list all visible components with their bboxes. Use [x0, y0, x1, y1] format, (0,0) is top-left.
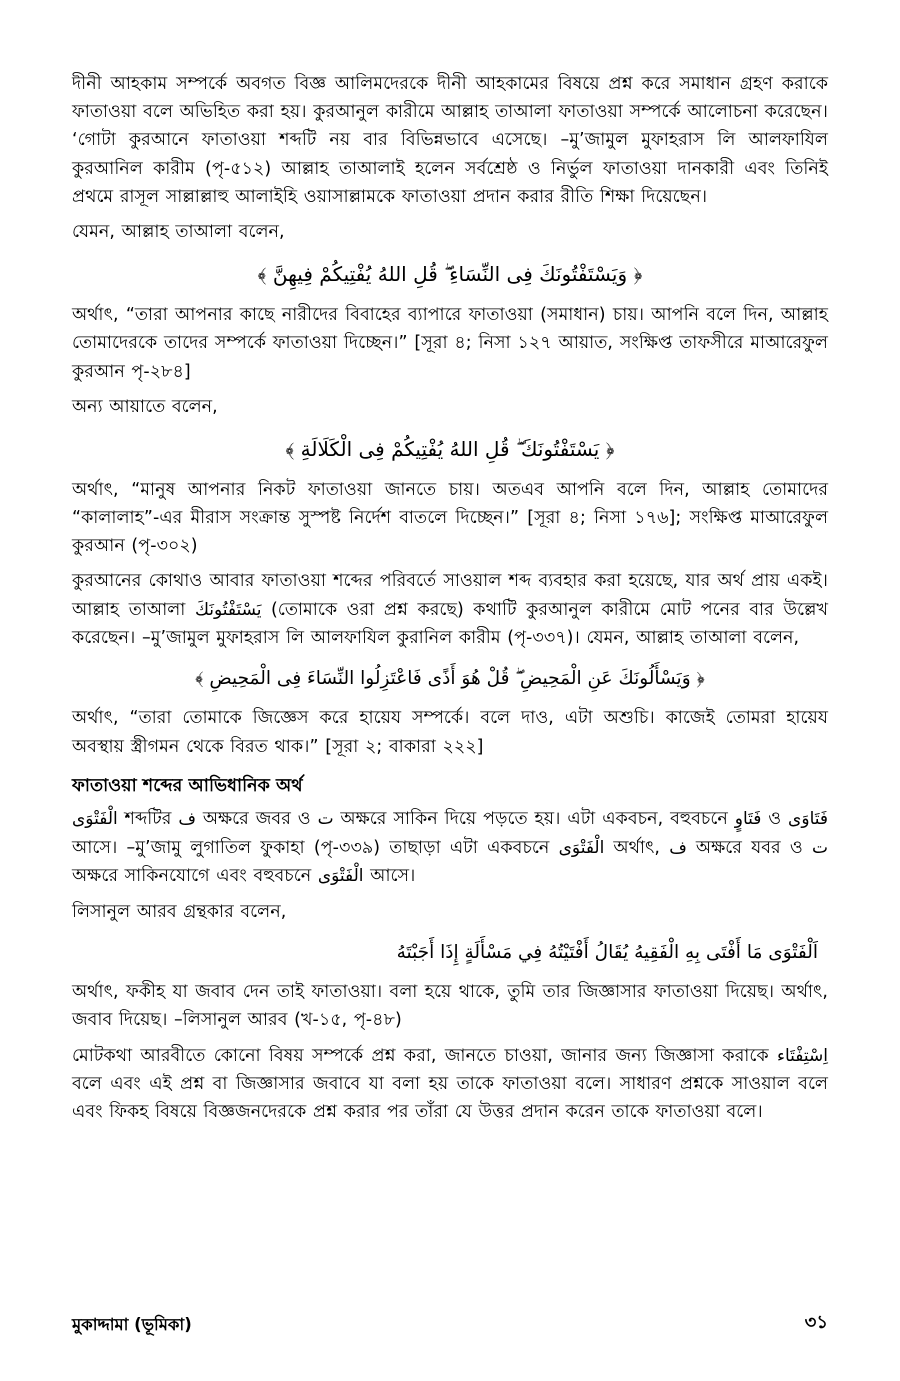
lexical-text-2: অক্ষরে জবর ও: [196, 809, 318, 830]
lexical-text-8: অক্ষরে সাকিনযোগে এবং বহুবচনে: [72, 866, 318, 887]
lexical-text-9: আসে।: [363, 866, 416, 887]
lexical-text-4: ও: [761, 809, 789, 830]
paragraph-translation-3: অর্থাৎ, “তারা তোমাকে জিজ্ঞেস করে হায়েয সম্পর্কে। বলে দাও, এটা অশুচি। কাজেই তোমরা হায়েয অবস্থায় স্ত্রীগমন থেকে বিরত থাক।” [সূরা ২; বাকারা ২২২]: [72, 708, 828, 757]
paragraph-summary: [72, 1042, 828, 1127]
quran-verse-nisa-176: ﴿ يَسْتَفْتُونَكَ ۖ قُلِ اللهُ يُفْتِيكُمْ فِى الْكَلَالَةِ ﴾: [285, 436, 615, 461]
page-content: [72, 70, 828, 1126]
arabic-quote-lisanul-arab: اَلْفَتْوَى مَا أَفْتَى بِهِ الْفَقِيهُ يُقَالُ أَفْتَيْتُهُ فِي مَسْأَلَةٍ إِذَا أَجَبْتَهُ: [396, 942, 818, 964]
inline-arabic-alfatwa-2: الْفَتْوَى: [558, 837, 605, 858]
summary-text-2: বলে এবং এই প্রশ্ন বা জিজ্ঞাসার জবাবে যা বলা হয় তাকে ফাতাওয়া বলে। সাধারণ প্রশ্নকে সাওয়াল বলে এবং ফিকহ বিষয়ে বিজ্ঞজনদেরকে প্রশ্ন করার পর তাঁরা যে উত্তর প্রদান করেন তাকে ফাতাওয়া বলে।: [72, 1074, 828, 1123]
lexical-text-6: অর্থাৎ,: [604, 837, 670, 858]
paragraph-intro: দীনী আহকাম সম্পর্কে অবগত বিজ্ঞ আলিমদেরকে দীনী আহকামের বিষয়ে প্রশ্ন করে সমাধান গ্রহণ করাকে ফাতাওয়া বলে অভিহিত করা হয়। কুরআনুল কারীমে আল্লাহ তাআলা ফাতাওয়া সম্পর্কে আলোচনা করেছেন। ‘গোটা কুরআনে ফাতাওয়া শব্দটি নয় বার বিভিন্নভাবে এসেছে। –মু’জামুল মুফাহরাস লি আলফাযিল কুরআনিল কারীম (পৃ-৫১২) আল্লাহ তাআলাই হলেন সর্বশ্রেষ্ঠ ও নির্ভুল ফাতাওয়া দানকারী এবং তিনিই প্রথমে রাসূল সাল্লাল্লাহু আলাইহি ওয়াসাল্লামকে ফাতাওয়া প্রদান করার রীতি শিক্ষা দিয়েছেন।: [72, 74, 828, 207]
inline-arabic-alfatwa-1: الْفَتْوَى: [72, 809, 118, 830]
inline-arabic-yastaftunaka: يَسْتَفْتُونَكَ: [194, 599, 262, 620]
page-footer: [72, 1308, 828, 1339]
inline-arabic-istifta: اِسْتِفْتَاء: [777, 1045, 828, 1066]
paragraph-translation-4: অর্থাৎ, ফকীহ যা জবাব দেন তাই ফাতাওয়া। বলা হয়ে থাকে, তুমি তার জিজ্ঞাসার ফাতাওয়া দিয়েছ। অর্থাৎ, জবাব দিয়েছ। –লিসানুল আরব (খ-১৫, পৃ-৪৮): [72, 982, 828, 1031]
inline-arabic-fatawin: فَتَاوٍ: [734, 809, 762, 830]
paragraph-sawal-part1: কুরআনের কোথাও আবার ফাতাওয়া শব্দের পরিবর্তে সাওয়াল শব্দ ব্যবহার করা হয়েছে, যার অর্থ প্রায় একই। আল্লাহ তাআলা: [72, 571, 828, 620]
quran-verse-baqarah-222: ﴿ وَيَسْأَلُونَكَ عَنِ الْمَحِيضِ ۖ قُلْ هُوَ أَذًى فَاعْتَزِلُوا النِّسَاءَ فِى الْمَحِيضِ ﴾: [195, 668, 705, 690]
inline-arabic-ta-2: ت: [811, 837, 828, 858]
paragraph-translation-1: অর্থাৎ, “তারা আপনার কাছে নারীদের বিবাহের ব্যাপারে ফাতাওয়া (সমাধান) চায়। আপনি বলে দিন, আল্লাহ তোমাদেরকে তাদের সম্পর্কে ফাতাওয়া দিচ্ছেন।” [সূরা ৪; নিসা ১২৭ আয়াত, সংক্ষিপ্ত তাফসীরে মাআরেফুল কুরআন পৃ-২৮৪]: [72, 305, 828, 382]
paragraph-lead-lisanul-arab: লিসানুল আরব গ্রন্থকার বলেন,: [72, 901, 287, 922]
lexical-text-3: অক্ষরে সাকিন দিয়ে পড়তে হয়। এটা একবচন, বহুবচনে: [333, 809, 735, 830]
footer-chapter-title: মুকাদ্দামা (ভূমিকা): [72, 1315, 192, 1334]
summary-text-1: মোটকথা আরবীতে কোনো বিষয় সম্পর্কে প্রশ্ন করা, জানতে চাওয়া, জানার জন্য জিজ্ঞাসা করাকে: [72, 1045, 777, 1066]
inline-arabic-ta-1: ت: [317, 809, 334, 830]
lexical-text-1: শব্দটির: [117, 809, 179, 830]
paragraph-translation-2: অর্থাৎ, “মানুষ আপনার নিকট ফাতাওয়া জানতে চায়। অতএব আপনি বলে দিন, আল্লাহ তোমাদের “কালালাহ”-এর মীরাস সংক্রান্ত সুস্পষ্ট নির্দেশ বাতলে দিচ্ছেন।” [সূরা ৪; নিসা ১৭৬]; সংক্ষিপ্ত মাআরেফুল কুরআন (পৃ-৩০২): [72, 479, 828, 557]
quran-verse-nisa-127: ﴿ وَيَسْتَفْتُونَكَ فِى النِّسَاءِ ۖ قُلِ اللهُ يُفْتِيكُمْ فِيهِنَّ ﴾: [257, 262, 643, 287]
paragraph-sawal-part2: (তোমাকে ওরা প্রশ্ন করছে) কথাটি কুরআনুল কারীমে মোট পনের বার উল্লেখ করেছেন। –মু’জামুল মুফাহরাস লি আলফাযিল কুরানিল কারীম (পৃ-৩৩৭)। যেমন, আল্লাহ তাআলা বলেন,: [72, 599, 828, 649]
lexical-text-7: অক্ষরে যবর ও: [686, 837, 812, 858]
paragraph-lead-quran-1: যেমন, আল্লাহ তাআলা বলেন,: [72, 221, 285, 242]
inline-arabic-fa-2: ف: [669, 837, 687, 858]
inline-arabic-fatawa: فَتَاوَى: [788, 809, 828, 830]
lexical-text-5: আসে। –মু’জামু লুগাতিল ফুকাহা (পৃ-৩৩৯) তাছাড়া এটা একবচনে: [72, 837, 559, 858]
paragraph-sawal-explanation: [72, 567, 828, 652]
page-number: ৩১: [804, 1312, 828, 1333]
inline-arabic-fa-1: ف: [178, 809, 197, 830]
section-heading-lexical-meaning: ফাতাওয়া শব্দের আভিধানিক অর্থ: [72, 775, 303, 796]
paragraph-lead-quran-2: অন্য আয়াতে বলেন,: [72, 396, 218, 417]
paragraph-lexical-detail: [72, 805, 828, 891]
inline-arabic-alfatwa-3: الْفَتْوَى: [317, 866, 364, 887]
